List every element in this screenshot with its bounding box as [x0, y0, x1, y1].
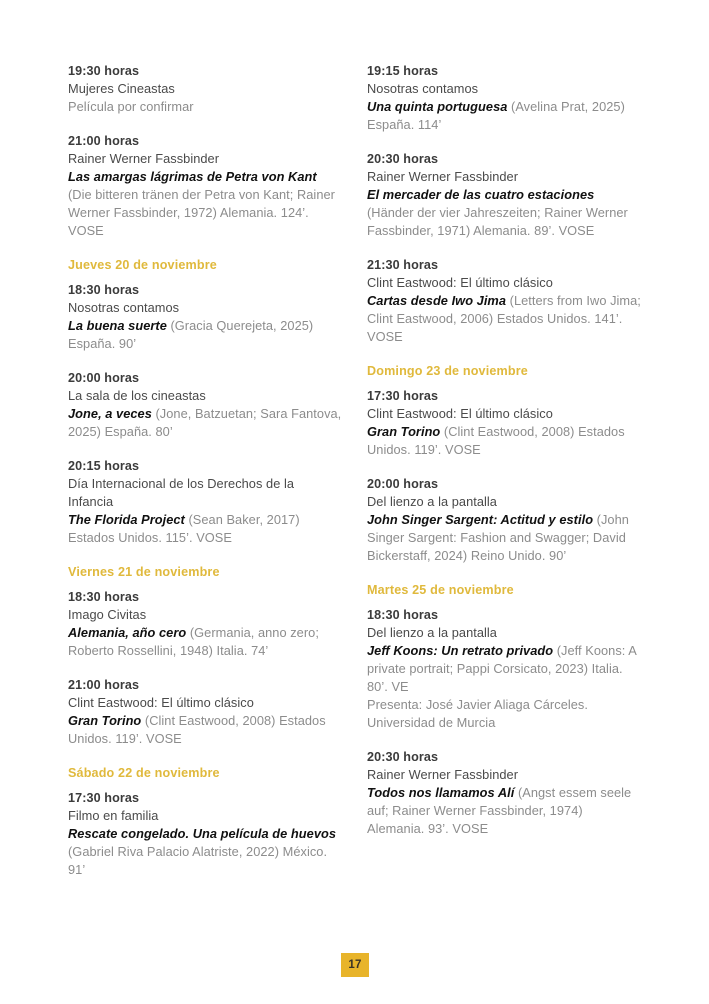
page-number-badge: 17 — [341, 953, 369, 977]
screening-entry — [68, 132, 342, 240]
film-title: La buena suerte — [68, 318, 167, 333]
screening-cycle: Filmo en familia — [68, 808, 159, 823]
screening-time: 18:30 horas — [367, 608, 439, 622]
screening-entry — [367, 748, 641, 838]
screening-note: Presenta: José Javier Aliaga Cárceles. Universidad de Murcia — [367, 697, 588, 730]
screening-film — [68, 825, 342, 879]
screening-time: 20:30 horas — [367, 750, 439, 764]
film-details: (Gracia Querejeta, 2025) España. 90’ — [68, 318, 314, 351]
two-column-layout — [68, 62, 642, 879]
film-details: (Jeff Koons: A private portrait; Pappi Corsicato, 2023) Italia. 80’. VE — [367, 643, 637, 694]
screening-time: 18:30 horas — [68, 283, 140, 297]
screening-entry — [367, 606, 641, 732]
screening-cycle: La sala de los cineastas — [68, 388, 206, 403]
screening-cycle: Clint Eastwood: El último clásico — [367, 406, 553, 421]
film-title: The Florida Project — [68, 512, 185, 527]
film-details: (Germania, anno zero; Roberto Rossellini, 1948) Italia. 74’ — [68, 625, 319, 658]
film-details: (Angst essem seele auf; Rainer Werner Fassbinder, 1974) Alemania. 93’. VOSE — [367, 785, 632, 836]
screening-entry — [68, 676, 342, 748]
film-details: (Händer der vier Jahreszeiten; Rainer Werner Fassbinder, 1971) Alemania. 89’. VOSE — [367, 205, 628, 238]
screening-film — [68, 317, 342, 353]
screening-time: 21:30 horas — [367, 258, 439, 272]
film-title: Jone, a veces — [68, 406, 152, 421]
film-title: Rescate congelado. Una película de huevos — [68, 826, 337, 841]
screening-film — [367, 784, 641, 838]
screening-entry — [68, 62, 342, 116]
screening-film — [68, 168, 342, 240]
screening-cycle: Imago Civitas — [68, 607, 147, 622]
screening-entry — [68, 281, 342, 353]
film-details: (John Singer Sargent: Fashion and Swagger; David Bickerstaff, 2024) Reino Unido. 90’ — [367, 512, 629, 563]
screening-film — [367, 98, 641, 134]
screening-film — [68, 98, 342, 116]
screening-cycle: Mujeres Cineastas — [68, 81, 175, 96]
day-heading: Viernes 21 de noviembre — [68, 565, 220, 579]
screening-cycle: Clint Eastwood: El último clásico — [68, 695, 254, 710]
screening-film — [367, 186, 641, 240]
film-title: Una quinta portuguesa — [367, 99, 508, 114]
screening-film — [367, 511, 641, 565]
screening-film — [68, 624, 342, 660]
day-heading: Jueves 20 de noviembre — [68, 258, 217, 272]
screening-time: 19:30 horas — [68, 64, 140, 78]
screening-entry — [68, 588, 342, 660]
film-details: (Letters from Iwo Jima; Clint Eastwood, 2006) Estados Unidos. 141’. VOSE — [367, 293, 641, 344]
film-details: (Die bitteren tränen der Petra von Kant; Rainer Werner Fassbinder, 1972) Alemania. 124’. VOSE — [68, 187, 335, 238]
screening-entry — [367, 256, 641, 346]
film-title: Gran Torino — [367, 424, 441, 439]
screening-time: 20:00 horas — [68, 371, 140, 385]
screening-cycle: Rainer Werner Fassbinder — [367, 169, 519, 184]
film-details: (Gabriel Riva Palacio Alatriste, 2022) México. 91’ — [68, 844, 328, 877]
film-title: Las amargas lágrimas de Petra von Kant — [68, 169, 317, 184]
film-title: Todos nos llamamos Alí — [367, 785, 515, 800]
screening-entry — [367, 150, 641, 240]
screening-entry — [367, 387, 641, 459]
screening-time: 21:00 horas — [68, 134, 140, 148]
screening-entry — [367, 62, 641, 134]
film-title: John Singer Sargent: Actitud y estilo — [367, 512, 594, 527]
film-title: El mercader de las cuatro estaciones — [367, 187, 595, 202]
film-details: (Avelina Prat, 2025) España. 114’ — [367, 99, 625, 132]
film-details: Película por confirmar — [68, 99, 194, 114]
screening-time: 21:00 horas — [68, 678, 140, 692]
screening-time: 20:00 horas — [367, 477, 439, 491]
film-title: Gran Torino — [68, 713, 142, 728]
film-title: Jeff Koons: Un retrato privado — [367, 643, 554, 658]
screening-cycle: Nosotras contamos — [68, 300, 180, 315]
screening-entry — [68, 369, 342, 441]
screening-cycle: Rainer Werner Fassbinder — [367, 767, 519, 782]
screening-cycle: Clint Eastwood: El último clásico — [367, 275, 553, 290]
screening-cycle: Día Internacional de los Derechos de la Infancia — [68, 476, 295, 509]
film-title: Alemania, año cero — [68, 625, 187, 640]
day-heading: Martes 25 de noviembre — [367, 583, 514, 597]
screening-time: 17:30 horas — [367, 389, 439, 403]
right-column — [367, 62, 641, 838]
film-details: (Sean Baker, 2017) Estados Unidos. 115’. VOSE — [68, 512, 300, 545]
screening-time: 20:15 horas — [68, 459, 140, 473]
screening-entry — [68, 789, 342, 879]
film-details: (Jone, Batzuetan; Sara Fantova, 2025) España. 80’ — [68, 406, 342, 439]
screening-film — [367, 642, 641, 696]
screening-time: 20:30 horas — [367, 152, 439, 166]
screening-cycle: Nosotras contamos — [367, 81, 479, 96]
screening-entry — [367, 475, 641, 565]
screening-film — [367, 292, 641, 346]
left-column — [68, 62, 342, 879]
screening-time: 19:15 horas — [367, 64, 439, 78]
screening-cycle: Del lienzo a la pantalla — [367, 625, 497, 640]
screening-film — [367, 423, 641, 459]
day-heading: Sábado 22 de noviembre — [68, 766, 220, 780]
day-heading: Domingo 23 de noviembre — [367, 364, 528, 378]
screening-time: 18:30 horas — [68, 590, 140, 604]
screening-film — [68, 712, 342, 748]
screening-time: 17:30 horas — [68, 791, 140, 805]
screening-film — [68, 511, 342, 547]
screening-cycle: Del lienzo a la pantalla — [367, 494, 497, 509]
screening-film — [68, 405, 342, 441]
film-details: (Clint Eastwood, 2008) Estados Unidos. 119’. VOSE — [68, 713, 326, 746]
screening-cycle: Rainer Werner Fassbinder — [68, 151, 220, 166]
film-details: (Clint Eastwood, 2008) Estados Unidos. 119’. VOSE — [367, 424, 625, 457]
film-title: Cartas desde Iwo Jima — [367, 293, 507, 308]
screening-entry — [68, 457, 342, 547]
